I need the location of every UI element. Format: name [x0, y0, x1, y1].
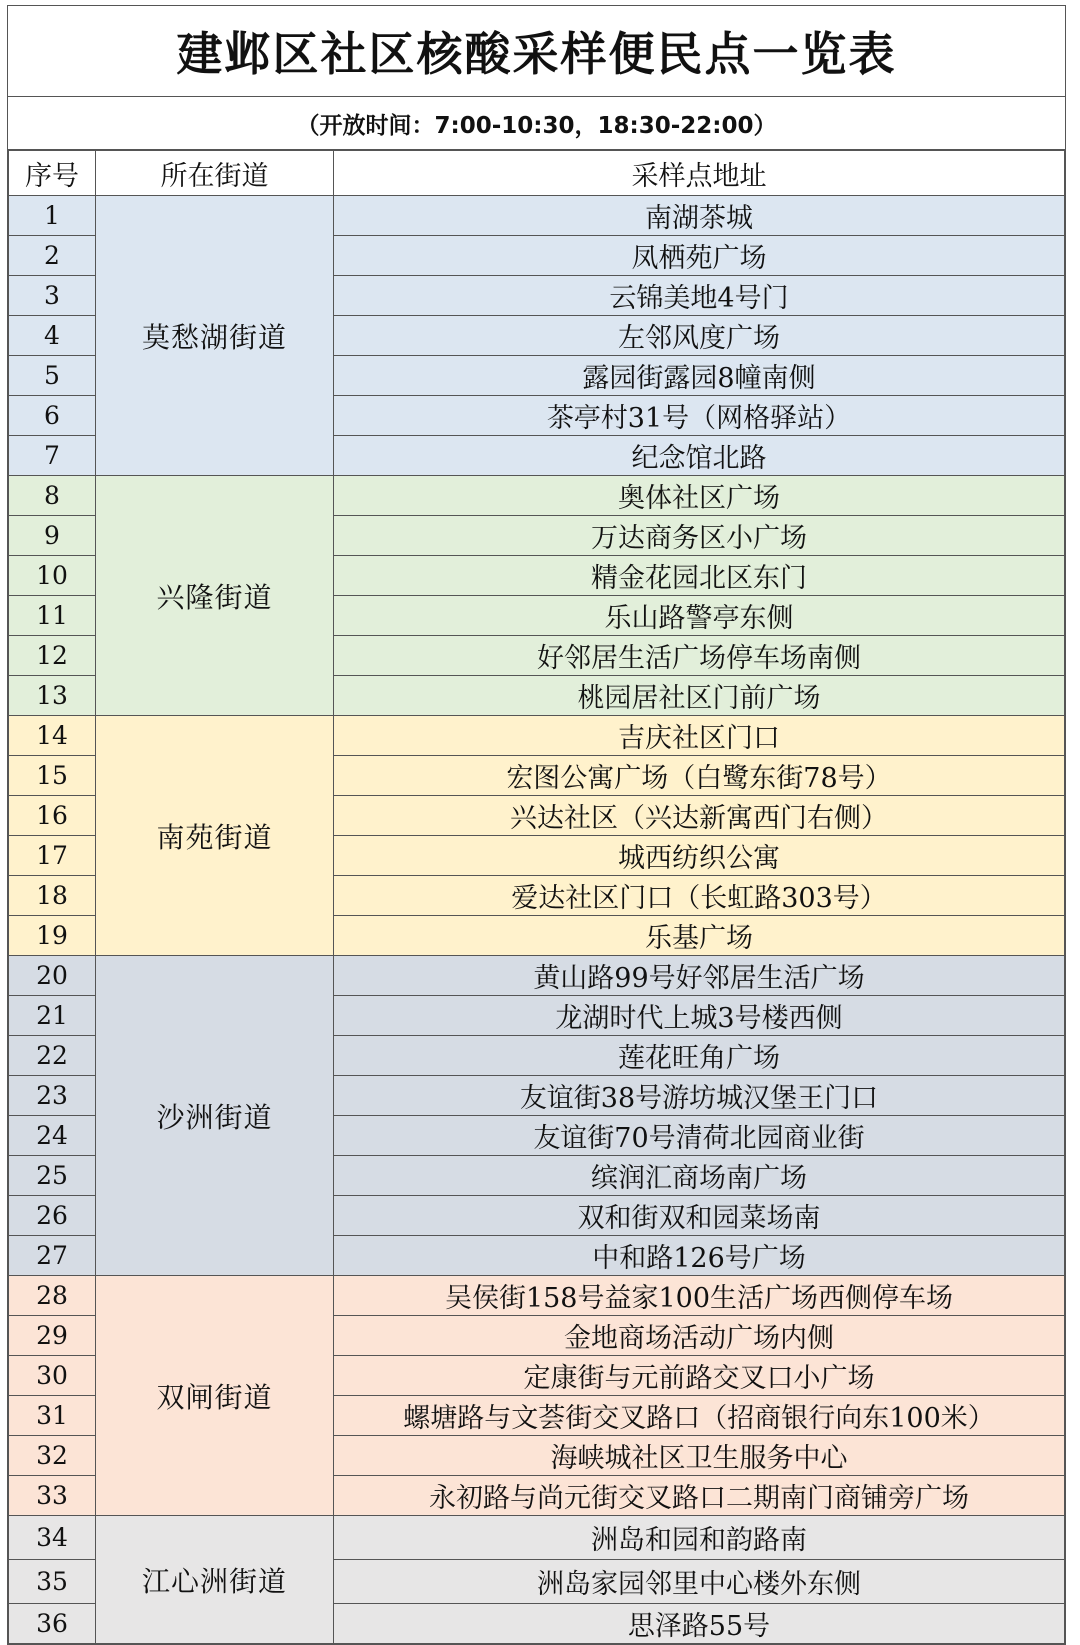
address-cell: 友谊街38号游坊城汉堡王门口: [334, 1076, 1065, 1116]
address-cell: 双和街双和园菜场南: [334, 1196, 1065, 1236]
table-body: [9, 196, 1065, 1644]
address-cell: 定康街与元前路交叉口小广场: [334, 1356, 1065, 1396]
address-cell: 乐基广场: [334, 916, 1065, 956]
serial-number-cell: 4: [9, 316, 96, 356]
header-address: 采样点地址: [334, 151, 1065, 196]
table-row: [9, 716, 1065, 756]
address-cell: 兴达社区（兴达新寓西门右侧）: [334, 796, 1065, 836]
street-cell: 莫愁湖街道: [96, 196, 334, 476]
address-cell: 黄山路99号好邻居生活广场: [334, 956, 1065, 996]
address-cell: 爱达社区门口（长虹路303号）: [334, 876, 1065, 916]
serial-number-cell: 33: [9, 1476, 96, 1516]
serial-number-cell: 2: [9, 236, 96, 276]
address-cell: 纪念馆北路: [334, 436, 1065, 476]
street-cell: 兴隆街道: [96, 476, 334, 716]
address-cell: 好邻居生活广场停车场南侧: [334, 636, 1065, 676]
serial-number-cell: 21: [9, 996, 96, 1036]
address-cell: 洲岛家园邻里中心楼外东侧: [334, 1560, 1065, 1604]
address-cell: 海峡城社区卫生服务中心: [334, 1436, 1065, 1476]
address-cell: 精金花园北区东门: [334, 556, 1065, 596]
address-cell: 永初路与尚元街交叉路口二期南门商铺旁广场: [334, 1476, 1065, 1516]
table-header-row: [9, 151, 1065, 196]
table-row: [9, 476, 1065, 516]
serial-number-cell: 36: [9, 1604, 96, 1644]
header-street: 所在街道: [96, 151, 334, 196]
street-cell: 江心洲街道: [96, 1516, 334, 1644]
table-row: [9, 1276, 1065, 1316]
address-cell: 龙湖时代上城3号楼西侧: [334, 996, 1065, 1036]
serial-number-cell: 35: [9, 1560, 96, 1604]
serial-number-cell: 14: [9, 716, 96, 756]
street-cell: 南苑街道: [96, 716, 334, 956]
address-cell: 南湖茶城: [334, 196, 1065, 236]
address-cell: 乐山路警亭东侧: [334, 596, 1065, 636]
address-cell: 宏图公寓广场（白鹭东街78号）: [334, 756, 1065, 796]
address-cell: 万达商务区小广场: [334, 516, 1065, 556]
serial-number-cell: 12: [9, 636, 96, 676]
address-cell: 吉庆社区门口: [334, 716, 1065, 756]
serial-number-cell: 3: [9, 276, 96, 316]
serial-number-cell: 23: [9, 1076, 96, 1116]
page-title: 建邺区社区核酸采样便民点一览表: [8, 6, 1065, 97]
address-cell: 奥体社区广场: [334, 476, 1065, 516]
address-cell: 左邻风度广场: [334, 316, 1065, 356]
opening-hours-subtitle: （开放时间：7:00-10:30，18:30-22:00）: [8, 97, 1065, 150]
header-serial-number: 序号: [9, 151, 96, 196]
serial-number-cell: 13: [9, 676, 96, 716]
serial-number-cell: 7: [9, 436, 96, 476]
serial-number-cell: 6: [9, 396, 96, 436]
serial-number-cell: 30: [9, 1356, 96, 1396]
address-cell: 露园街露园8幢南侧: [334, 356, 1065, 396]
address-cell: 茶亭村31号（网格驿站）: [334, 396, 1065, 436]
address-cell: 城西纺织公寓: [334, 836, 1065, 876]
address-cell: 友谊街70号清荷北园商业街: [334, 1116, 1065, 1156]
table-row: [9, 956, 1065, 996]
serial-number-cell: 28: [9, 1276, 96, 1316]
serial-number-cell: 17: [9, 836, 96, 876]
table-row: [9, 1516, 1065, 1560]
serial-number-cell: 15: [9, 756, 96, 796]
address-cell: 中和路126号广场: [334, 1236, 1065, 1276]
serial-number-cell: 9: [9, 516, 96, 556]
address-cell: 缤润汇商场南广场: [334, 1156, 1065, 1196]
address-cell: 凤栖苑广场: [334, 236, 1065, 276]
serial-number-cell: 32: [9, 1436, 96, 1476]
street-cell: 双闸街道: [96, 1276, 334, 1516]
serial-number-cell: 29: [9, 1316, 96, 1356]
address-cell: 莲花旺角广场: [334, 1036, 1065, 1076]
serial-number-cell: 24: [9, 1116, 96, 1156]
serial-number-cell: 18: [9, 876, 96, 916]
address-cell: 螺塘路与文荟街交叉路口（招商银行向东100米）: [334, 1396, 1065, 1436]
serial-number-cell: 20: [9, 956, 96, 996]
serial-number-cell: 31: [9, 1396, 96, 1436]
schedule-sheet: [7, 5, 1066, 1645]
serial-number-cell: 8: [9, 476, 96, 516]
serial-number-cell: 10: [9, 556, 96, 596]
table-row: [9, 196, 1065, 236]
serial-number-cell: 1: [9, 196, 96, 236]
address-cell: 云锦美地4号门: [334, 276, 1065, 316]
serial-number-cell: 16: [9, 796, 96, 836]
serial-number-cell: 27: [9, 1236, 96, 1276]
serial-number-cell: 5: [9, 356, 96, 396]
serial-number-cell: 22: [9, 1036, 96, 1076]
serial-number-cell: 25: [9, 1156, 96, 1196]
address-cell: 吴侯街158号益家100生活广场西侧停车场: [334, 1276, 1065, 1316]
sampling-points-table: [8, 150, 1065, 1644]
serial-number-cell: 19: [9, 916, 96, 956]
serial-number-cell: 34: [9, 1516, 96, 1560]
street-cell: 沙洲街道: [96, 956, 334, 1276]
address-cell: 金地商场活动广场内侧: [334, 1316, 1065, 1356]
serial-number-cell: 11: [9, 596, 96, 636]
address-cell: 桃园居社区门前广场: [334, 676, 1065, 716]
address-cell: 洲岛和园和韵路南: [334, 1516, 1065, 1560]
serial-number-cell: 26: [9, 1196, 96, 1236]
address-cell: 思泽路55号: [334, 1604, 1065, 1644]
